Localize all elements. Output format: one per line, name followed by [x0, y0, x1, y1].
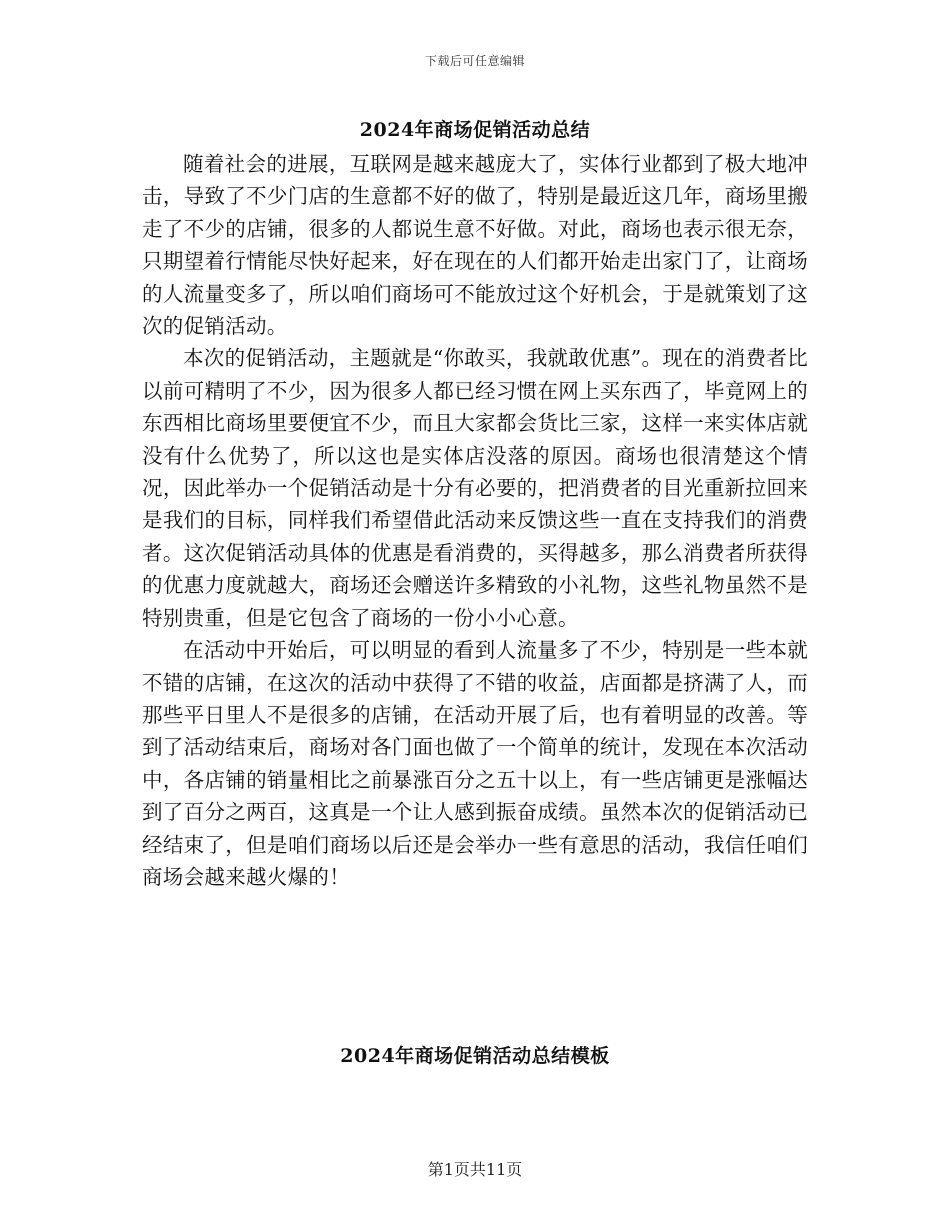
header-note: 下载后可任意编辑	[424, 54, 525, 68]
page-number: 第1页共11页	[427, 1160, 523, 1179]
document-body	[142, 148, 808, 893]
paragraph-3: 在活动中开始后，可以明显的看到人流量多了不少，特别是一些本就不错的店铺，在这次的活动中获得了不错的收益，店面都是挤满了人，而那些平日里人不是很多的店铺，在活动开展了后，也有着明显的改善。等到了活动结束后，商场对各门面也做了一个简单的统计，发现在本次活动中，各店铺的销量相比之前暴涨百分之五十以上，有一些店铺更是涨幅达到了百分之两百，这真是一个让人感到振奋成绩。虽然本次的促销活动已经结束了，但是咱们商场以后还是会举办一些有意思的活动，我信任咱们商场会越来越火爆的！	[142, 638, 808, 889]
section-title: 2024年商场促销活动总结模板	[340, 1045, 610, 1067]
paragraph-1: 随着社会的进展，互联网是越来越庞大了，实体行业都到了极大地冲击，导致了不少门店的生意都不好的做了，特别是最近这几年，商场里搬走了不少的店铺，很多的人都说生意不好做。对此，商场也表示很无奈，只期望着行情能尽快好起来，好在现在的人们都开始走出家门了，让商场的人流量变多了，所以咱们商场可不能放过这个好机会，于是就策划了这次的促销活动。	[142, 152, 808, 339]
document-title: 2024年商场促销活动总结	[359, 119, 591, 141]
paragraph-2: 本次的促销活动，主题就是“你敢买，我就敢优惠”。现在的消费者比以前可精明了不少，因为很多人都已经习惯在网上买东西了，毕竟网上的东西相比商场里要便宜不少，而且大家都会货比三家，这样一来实体店就没有什么优势了，所以这也是实体店没落的原因。商场也很清楚这个情况，因此举办一个促销活动是十分有必要的，把消费者的目光重新拉回来是我们的目标，同样我们希望借此活动来反馈这些一直在支持我们的消费者。这次促销活动具体的优惠是看消费的，买得越多，那么消费者所获得的优惠力度就越大，商场还会赠送许多精致的小礼物，这些礼物虽然不是特别贵重，但是它包含了商场的一份小小心意。	[142, 346, 808, 630]
